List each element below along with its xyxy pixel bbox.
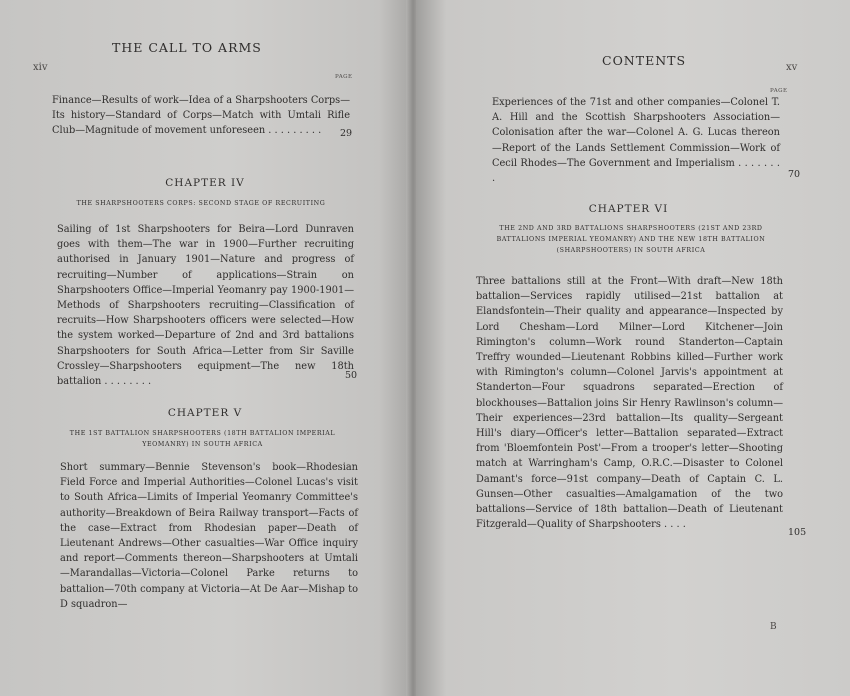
right-entry-0: [492, 95, 780, 186]
chapter-iv-summary: [57, 222, 354, 389]
chapter-iv-subtitle: THE SHARPSHOOTERS CORPS: SECOND STAGE OF RECRUITING: [76, 200, 326, 207]
chapter-iv-page: 50: [345, 370, 358, 381]
left-page-number: xiv: [33, 62, 48, 73]
chapter-vi-page: 105: [788, 527, 807, 538]
chapter-vi-heading: CHAPTER VI: [588, 203, 669, 215]
chapter-v-summary: [60, 460, 358, 612]
right-page-label: PAGE: [770, 88, 788, 94]
left-entry-0-text: Finance—Results of work—Idea of a Sharpshooters Corps—Its history—Standard of Corps—Match with Umtali Rifle Club—Magnitude of movement unforeseen . . . . . . . . .: [52, 95, 350, 137]
chapter-iv-summary-text: Sailing of 1st Sharpshooters for Beira—Lord Dunraven goes with them—The war in 1900—Further recruiting authorised in January 1901—Nature and progress of recruiting—Number of applications—Strain on Sharpshooters Office—Imperial Yeomanry pay 1900-1901—Methods of Sharpshooters recruiting—Classification of recruits—How Sharpshooters officers were selected—How the system worked—Departure of 2nd and 3rd battalions Sharpshooters for South Africa—Letter from Sir Saville Crossley—Sharpshooters equipment—The new 18th battalion . . . . . . . .: [57, 224, 354, 388]
left-running-head: THE CALL TO ARMS: [112, 40, 262, 55]
chapter-v-heading: CHAPTER V: [167, 407, 243, 419]
right-entry-0-text: Experiences of the 71st and other companies—Colonel T. A. Hill and the Scottish Sharpshooters Association—Colonisation after the war—Colonel A. G. Lucas thereon—Report of the Lands Settlement Commission—Work of Cecil Rhodes—The Government and Imperialism . . . . . . . .: [492, 97, 780, 185]
right-running-head: CONTENTS: [602, 53, 687, 68]
signature-mark: B: [770, 622, 777, 632]
chapter-vi-subtitle: THE 2ND AND 3RD BATTALIONS SHARPSHOOTERS (21ST AND 23RD BATTALIONS IMPERIAL YEOMANRY) AND THE NEW 18TH BATTALION (SHARPSHOOTERS) IN SOUTH AFRICA: [496, 225, 766, 254]
right-page-number: xv: [786, 62, 798, 73]
right-page: [416, 0, 850, 696]
chapter-v-summary-text: Short summary—Bennie Stevenson's book—Rhodesian Field Force and Imperial Authorities—Colonel Lucas's visit to South Africa—Limits of Imperial Yeomanry Committee's authority—Breakdown of Beira Railway transport—Facts of the case—Extract from Rhodesian paper—Death of Lieutenant Andrews—Other casualties—War Office inquiry and report—Comments thereon—Sharpshooters at Umtali—Marandallas—Victoria—Colonel Parke returns to battalion—70th company at Victoria—At De Aar—Mishap to D squadron—: [60, 462, 358, 610]
left-page: [0, 0, 412, 696]
left-entry-0: [52, 93, 353, 139]
right-entry-0-page: 70: [788, 169, 801, 180]
left-entry-0-page: 29: [340, 128, 353, 139]
left-page-label: PAGE: [335, 74, 353, 80]
chapter-vi-summary: [476, 274, 783, 532]
chapter-iv-heading: CHAPTER IV: [165, 177, 245, 189]
chapter-v-subtitle: THE 1ST BATTALION SHARPSHOOTERS (18TH BATTALION IMPERIAL YEOMANRY) IN SOUTH AFRICA: [69, 430, 336, 448]
chapter-vi-summary-text: Three battalions still at the Front—With draft—New 18th battalion—Services rapidly utilised—21st battalion at Elandsfontein—Their quality and appearance—Inspected by Lord Chesham—Lord Milner—Lord Kitchener—Join Rimington's column—Work round Standerton—Captain Treffry wounded—Lieutenant Robbins killed—Further work with Rimington's column—Colonel Jarvis's appointment at Standerton—Four squadrons separated—Erection of blockhouses—Battalion joins Sir Henry Rawlinson's column—Their experiences—23rd battalion—Its quality—Sergeant Hill's diary—Officer's letter—Battalion separated—Extract from 'Bloemfontein Post'—From a trooper's letter—Shooting match at Warringham's Camp, O.R.C.—Disaster to Colonel Damant's force—91st company—Death of Captain C. L. Gunsen—Other casualties—Amalgamation of the two battalions—Service of 18th battalion—Death of Lieutenant Fitzgerald—Quality of Sharpshooters . . . .: [476, 276, 783, 531]
